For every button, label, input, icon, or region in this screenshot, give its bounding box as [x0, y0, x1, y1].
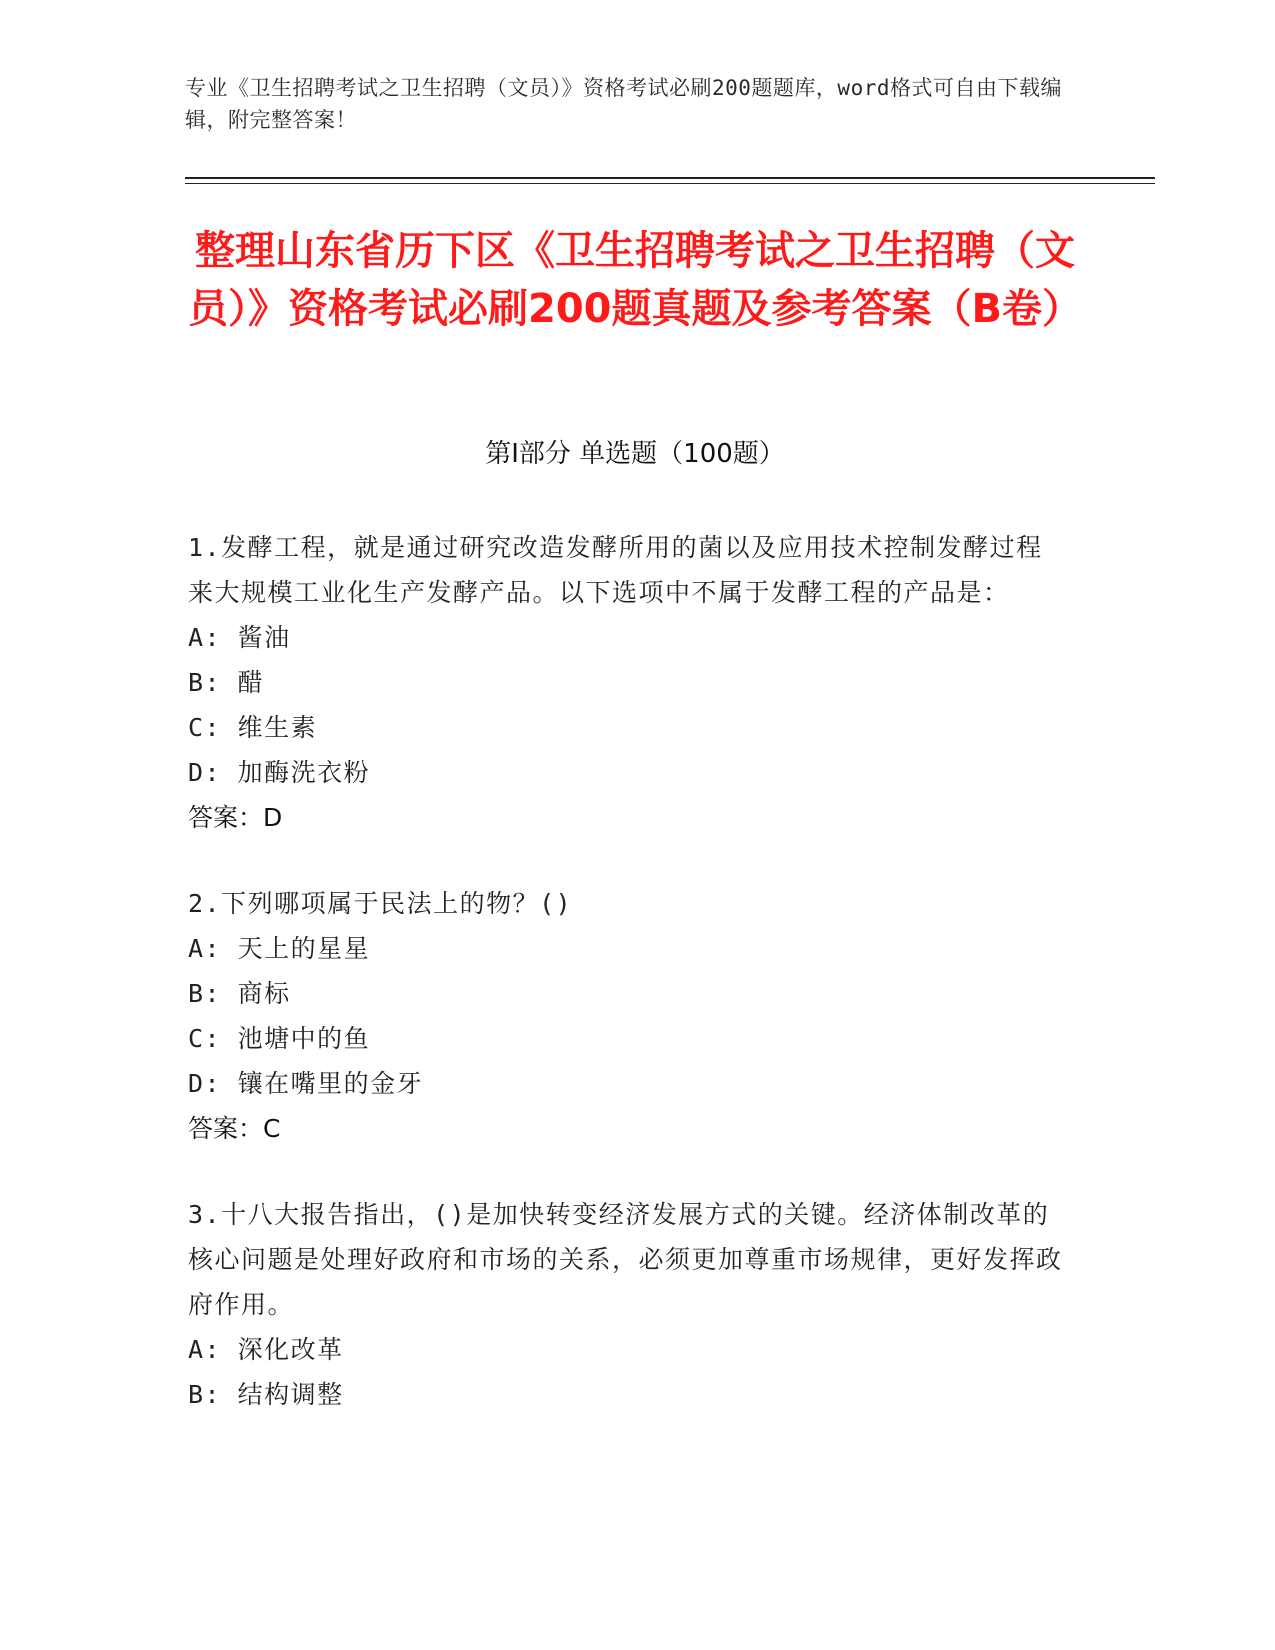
question-2	[188, 881, 1068, 1152]
option-d: D: 镶在嘴里的金牙	[188, 1069, 424, 1098]
section-heading: 第I部分 单选题（100题）	[485, 439, 785, 469]
option-c: C: 池塘中的鱼	[188, 1024, 371, 1053]
question-1	[188, 525, 1068, 841]
option-b: B: 醋	[188, 668, 265, 697]
option-a: A: 天上的星星	[188, 934, 371, 963]
option-a: A: 酱油	[188, 623, 291, 652]
option-b: B: 商标	[188, 979, 291, 1008]
answer: 答案：C	[188, 1114, 281, 1143]
option-a: A: 深化改革	[188, 1335, 344, 1364]
answer: 答案：D	[188, 803, 283, 832]
question-text: 1.发酵工程，就是通过研究改造发酵所用的菌以及应用技术控制发酵过程来大规模工业化生产发酵产品。以下选项中不属于发酵工程的产品是：	[188, 533, 1043, 607]
question-list	[188, 525, 1068, 1457]
header-note: 专业《卫生招聘考试之卫生招聘（文员）》资格考试必刷200题题库，word格式可自由下载编辑，附完整答案！	[185, 76, 1062, 132]
option-c: C: 维生素	[188, 713, 318, 742]
question-text: 2.下列哪项属于民法上的物？()	[188, 889, 573, 918]
header-rule-thick	[185, 177, 1155, 179]
option-d: D: 加酶洗衣粉	[188, 758, 371, 787]
question-3	[188, 1192, 1068, 1417]
document-title: 整理山东省历下区《卫生招聘考试之卫生招聘（文员）》资格考试必刷200题真题及参考答案（B卷）	[188, 228, 1082, 332]
question-text: 3.十八大报告指出，()是加快转变经济发展方式的关键。经济体制改革的核心问题是处理好政府和市场的关系，必须更加尊重市场规律，更好发挥政府作用。	[188, 1200, 1063, 1319]
option-b: B: 结构调整	[188, 1380, 344, 1409]
header-rule-thin	[185, 183, 1155, 184]
